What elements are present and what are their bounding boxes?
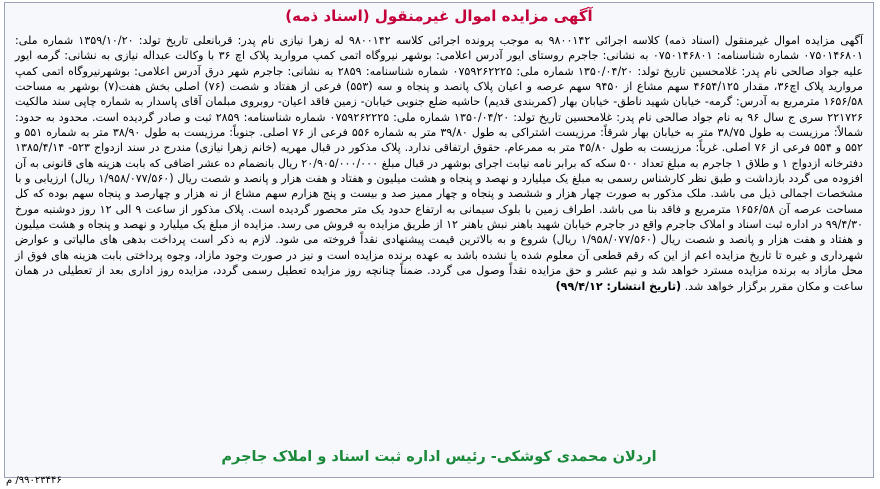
notice-title: آگهی مزایده اموال غیرمنقول (اسناد ذمه) xyxy=(285,7,593,25)
signature-line: اردلان محمدی کوشکی- رئیس اداره ثبت اسناد و املاک جاجرم xyxy=(221,449,657,465)
notice-body xyxy=(15,33,863,294)
publish-date: (تاریخ انتشار: ۹۹/۴/۱۲) xyxy=(555,279,682,293)
reference-code: ۹۹۰۲۳۴۴۶/ م xyxy=(6,475,62,486)
notice-frame xyxy=(4,2,874,478)
notice-body-text: آگهی مزایده اموال غیرمنقول (اسناد ذمه) کلاسه اجرائی ۹۸۰۰۱۴۲ به موجب پرونده اجرائی کلاسه ۹۸۰۰۱۴۲ له زهرا نیازی نام پدر: قربانعلی تاریخ تولد: ۱۳۵۹/۱۰/۲۰ شماره ملی: ۰۷۵۰۱۴۶۸۰۱ شماره شناسنامه: ۰۷۵۰۱۴۶۸۰۱ به نشانی: جاجرم روستای ایور آدرس اعلامی: بوشهر نیروگاه اتمی کمپ مروارید پلاک اچ ۳۶ با وکالت عبداله نیازی به نشانی: گرمه ایور علیه جواد صالحی نام پدر: غلامحسین تاریخ تولد: ۱۳۵۰/۰۴/۲۰ شماره ملی: ۰۷۵۹۲۶۲۲۲۵ شماره شناسنامه: ۲۸۵۹ به نشانی: جاجرم شهر درق آدرس اعلامی: بوشهرنیروگاه اتمی کمپ مروارید پلاک اچ۳۶، مقدار ۴۶۵۴/۱۲۵ سهم مشاع از ۹۴۵۰ سهم عرصه و اعیان پلاک پانصد و پنجاه و سه (۵۵۳) فرعی از هفتاد و شصت (۷۶) اصلی بخش هفت(۷) بوشهر به مساحت ۱۶۵۶/۵۸ مترمربع به آدرس: گرمه- خیابان شهید ناطق- خیابان بهار (کمربندی قدیم) حاشیه ضلع جنوبی خیابان- زمین فاقد اعیان- روبروی مبلمان آقای پاسدار به شماره چاپی سند مالکیت ۲۲۱۷۲۶ سری ج سال ۹۶ به نام جواد صالحی نام پدر: غلامحسین تاریخ تولد: ۱۳۵۰/۰۴/۲۰ شماره ملی: ۰۷۵۹۲۶۲۲۲۵ شماره شناسنامه: ۲۸۵۹ ثبت و صادر گردیده است. محدود به حدود: شمالاً: مرزیست به طول ۳۸/۷۵ متر به خیابان بهار شرقاً: مرزیست اشتراکی به طول ۳۹/۸۰ متر به شماره ۵۵۶ فرعی از ۷۶ اصلی. جنوباً: مرزیست به طول ۳۸/۹۰ متر به شماره ۵۵۱ و ۵۵۲ و ۵۵۴ فرعی از ۷۶ اصلی. غرباً: مرزیست به طول ۴۵/۸۰ متر به ممرعام. حقوق ارتفاقی ندارد. پلاک مذکور در قبال مهریه (خانم زهرا نیازی) مندرج در سند ازدواج ۵۲۳- ۱۳۸۵/۴/۱۴ دفترخانه ازدواج ۱ و طلاق ۱ جاجرم به مبلغ تعداد ۵۰۰ سکه که برابر نامه نیابت اجرای بوشهر در قبال مبلغ ۲۰/۹۰۵/۰۰۰/۰۰۰ ریال بانضمام ده عشر اضافی که بابت هزینه های قانونی به آن افزوده می گردد بازداشت و طبق نظر کارشناس رسمی به مبلغ یک میلیارد و نهصد و پنجاه و هشت میلیون و هفتاد و هفت هزار و پانصد و شصت ریال (۱/۹۵۸/۰۷۷/۵۶۰ ریال) ارزیابی و با مشخصات اجمالی ذیل می باشد. ملک مذکور به صورت چهار هزار و ششصد و پنجاه و چهار ممیز صد و بیست و پنج هزارم سهم مشاع از نه هزار و چهارصد و پنجاه سهم بوده که کل مساحت عرصه آن ۱۶۵۶/۵۸ مترمربع و فاقد بنا می باشد. اطراف زمین با بلوک سیمانی به ارتفاع حدود یک متر محصور گردیده است. پلاک مذکور از ساعت ۹ الی ۱۲ روز دوشنبه مورخ ۹۹/۴/۳۰ در اداره ثبت اسناد و املاک جاجرم واقع در جاجرم خیابان شهید باهنر نبش باهنر ۱۲ از طریق مزایده به فروش می رسد. مزایده از مبلغ یک میلیارد و نهصد و پنجاه و هشت میلیون و هفتاد و هفت هزار و پانصد و شصت ریال (۱/۹۵۸/۰۷۷/۵۶۰ ریال) شروع و به بالاترین قیمت پیشنهادی نقداً فروخته می شود. لازم به ذکر است پرداخت بدهی های مالیاتی و عوارض شهرداری و غیره تا تاریخ مزایده اعم از این که رقم قطعی آن معلوم شده یا نشده باشد به عهده برنده مزایده است و نیز در صورت وجود مازاد، وجوه پرداختی بابت هزینه های فوق از محل مازاد به برنده مزایده مسترد خواهد شد و نیم عشر و حق مزایده نقداً وصول می گردد. ضمناً چنانچه روز مزایده تعطیل رسمی گردد، مزایده روز اداری بعد از تعطیلی در همان ساعت و مکان مقرر برگزار خواهد شد. xyxy=(15,34,864,293)
